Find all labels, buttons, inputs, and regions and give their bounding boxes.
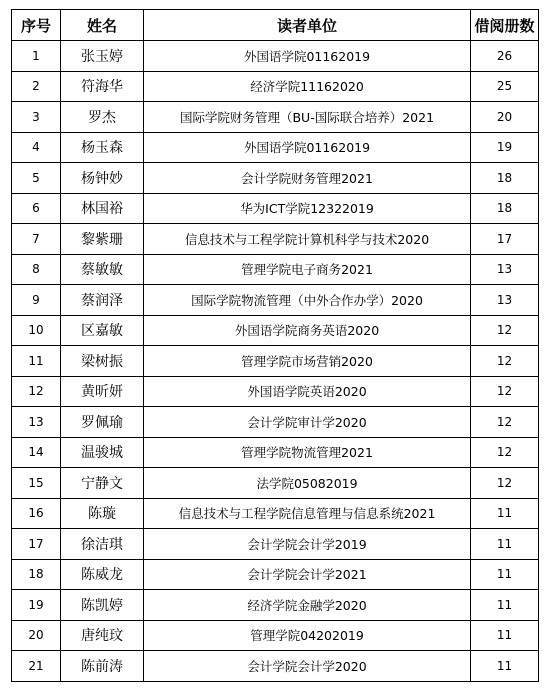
reader-unit-cell: 会计学院财务管理2021 [144, 163, 471, 194]
reader-name-cell: 张玉婷 [61, 41, 144, 72]
table-row [12, 590, 539, 621]
row-index-cell: 12 [12, 376, 61, 407]
table-row [12, 132, 539, 163]
reader-name-cell: 区嘉敏 [61, 315, 144, 346]
row-index-cell: 6 [12, 193, 61, 224]
borrowing-ranking-table [11, 9, 539, 682]
row-index-cell: 3 [12, 102, 61, 133]
table-row [12, 315, 539, 346]
reader-unit-cell: 信息技术与工程学院信息管理与信息系统2021 [144, 498, 471, 529]
reader-name-cell: 蔡润泽 [61, 285, 144, 316]
reader-name-cell: 陈璇 [61, 498, 144, 529]
reader-name-cell: 梁树振 [61, 346, 144, 377]
reader-name-cell: 温骏城 [61, 437, 144, 468]
table-header [12, 10, 539, 41]
reader-unit-cell: 信息技术与工程学院计算机科学与技术2020 [144, 224, 471, 255]
borrow-count-cell: 12 [471, 468, 539, 499]
reader-unit-cell: 会计学院会计学2019 [144, 529, 471, 560]
reader-name-cell: 杨玉森 [61, 132, 144, 163]
row-index-cell: 14 [12, 437, 61, 468]
reader-name-cell: 宁静文 [61, 468, 144, 499]
reader-name-cell: 陈威龙 [61, 559, 144, 590]
reader-unit-cell: 法学院05082019 [144, 468, 471, 499]
table-row [12, 620, 539, 651]
row-index-cell: 19 [12, 590, 61, 621]
reader-name-cell: 陈前涛 [61, 651, 144, 682]
reader-name-cell: 陈凯婷 [61, 590, 144, 621]
reader-name-cell: 林国裕 [61, 193, 144, 224]
borrow-count-cell: 17 [471, 224, 539, 255]
row-index-cell: 8 [12, 254, 61, 285]
reader-unit-cell: 会计学院审计学2020 [144, 407, 471, 438]
borrow-count-cell: 12 [471, 315, 539, 346]
row-index-cell: 9 [12, 285, 61, 316]
reader-unit-cell: 国际学院物流管理（中外合作办学）2020 [144, 285, 471, 316]
reader-name-cell: 黎紫珊 [61, 224, 144, 255]
row-index-cell: 21 [12, 651, 61, 682]
borrow-count-cell: 25 [471, 71, 539, 102]
table-row [12, 71, 539, 102]
borrow-count-cell: 18 [471, 163, 539, 194]
borrow-count-cell: 26 [471, 41, 539, 72]
reader-unit-cell: 外国语学院01162019 [144, 41, 471, 72]
table-row [12, 224, 539, 255]
row-index-cell: 17 [12, 529, 61, 560]
table-row [12, 346, 539, 377]
table-row [12, 193, 539, 224]
borrow-count-cell: 12 [471, 407, 539, 438]
reader-name-cell: 罗佩瑜 [61, 407, 144, 438]
table-row [12, 102, 539, 133]
header-unit: 读者单位 [144, 10, 471, 41]
reader-name-cell: 罗杰 [61, 102, 144, 133]
borrow-count-cell: 11 [471, 651, 539, 682]
reader-name-cell: 符海华 [61, 71, 144, 102]
table-row [12, 437, 539, 468]
reader-name-cell: 唐纯玟 [61, 620, 144, 651]
reader-unit-cell: 管理学院04202019 [144, 620, 471, 651]
reader-name-cell: 黄昕妍 [61, 376, 144, 407]
reader-unit-cell: 华为ICT学院12322019 [144, 193, 471, 224]
reader-unit-cell: 会计学院会计学2020 [144, 651, 471, 682]
row-index-cell: 20 [12, 620, 61, 651]
reader-unit-cell: 经济学院11162020 [144, 71, 471, 102]
reader-name-cell: 徐洁琪 [61, 529, 144, 560]
borrow-count-cell: 11 [471, 620, 539, 651]
reader-unit-cell: 国际学院财务管理（BU-国际联合培养）2021 [144, 102, 471, 133]
borrow-count-cell: 13 [471, 254, 539, 285]
reader-unit-cell: 外国语学院01162019 [144, 132, 471, 163]
row-index-cell: 10 [12, 315, 61, 346]
row-index-cell: 15 [12, 468, 61, 499]
reader-unit-cell: 管理学院市场营销2020 [144, 346, 471, 377]
row-index-cell: 4 [12, 132, 61, 163]
borrow-count-cell: 12 [471, 437, 539, 468]
table-row [12, 651, 539, 682]
borrow-count-cell: 11 [471, 498, 539, 529]
header-index: 序号 [12, 10, 61, 41]
row-index-cell: 5 [12, 163, 61, 194]
table-row [12, 559, 539, 590]
table-row [12, 376, 539, 407]
table-row [12, 529, 539, 560]
borrow-count-cell: 11 [471, 559, 539, 590]
row-index-cell: 1 [12, 41, 61, 72]
table-row [12, 285, 539, 316]
header-name: 姓名 [61, 10, 144, 41]
header-count: 借阅册数 [471, 10, 539, 41]
table-row [12, 41, 539, 72]
borrow-count-cell: 18 [471, 193, 539, 224]
table-body [12, 41, 539, 682]
reader-name-cell: 杨钟妙 [61, 163, 144, 194]
header-row [12, 10, 539, 41]
table-row [12, 163, 539, 194]
table-row [12, 254, 539, 285]
reader-unit-cell: 管理学院电子商务2021 [144, 254, 471, 285]
row-index-cell: 16 [12, 498, 61, 529]
reader-unit-cell: 会计学院会计学2021 [144, 559, 471, 590]
borrow-count-cell: 12 [471, 346, 539, 377]
reader-unit-cell: 外国语学院英语2020 [144, 376, 471, 407]
borrow-count-cell: 11 [471, 590, 539, 621]
reader-unit-cell: 经济学院金融学2020 [144, 590, 471, 621]
table-row [12, 498, 539, 529]
row-index-cell: 7 [12, 224, 61, 255]
row-index-cell: 18 [12, 559, 61, 590]
borrow-count-cell: 20 [471, 102, 539, 133]
borrow-count-cell: 19 [471, 132, 539, 163]
reader-unit-cell: 外国语学院商务英语2020 [144, 315, 471, 346]
table-row [12, 407, 539, 438]
row-index-cell: 11 [12, 346, 61, 377]
row-index-cell: 13 [12, 407, 61, 438]
reader-name-cell: 蔡敏敏 [61, 254, 144, 285]
borrow-count-cell: 11 [471, 529, 539, 560]
reader-unit-cell: 管理学院物流管理2021 [144, 437, 471, 468]
borrowing-ranking-sheet [11, 9, 538, 682]
table-row [12, 468, 539, 499]
borrow-count-cell: 12 [471, 376, 539, 407]
row-index-cell: 2 [12, 71, 61, 102]
borrow-count-cell: 13 [471, 285, 539, 316]
